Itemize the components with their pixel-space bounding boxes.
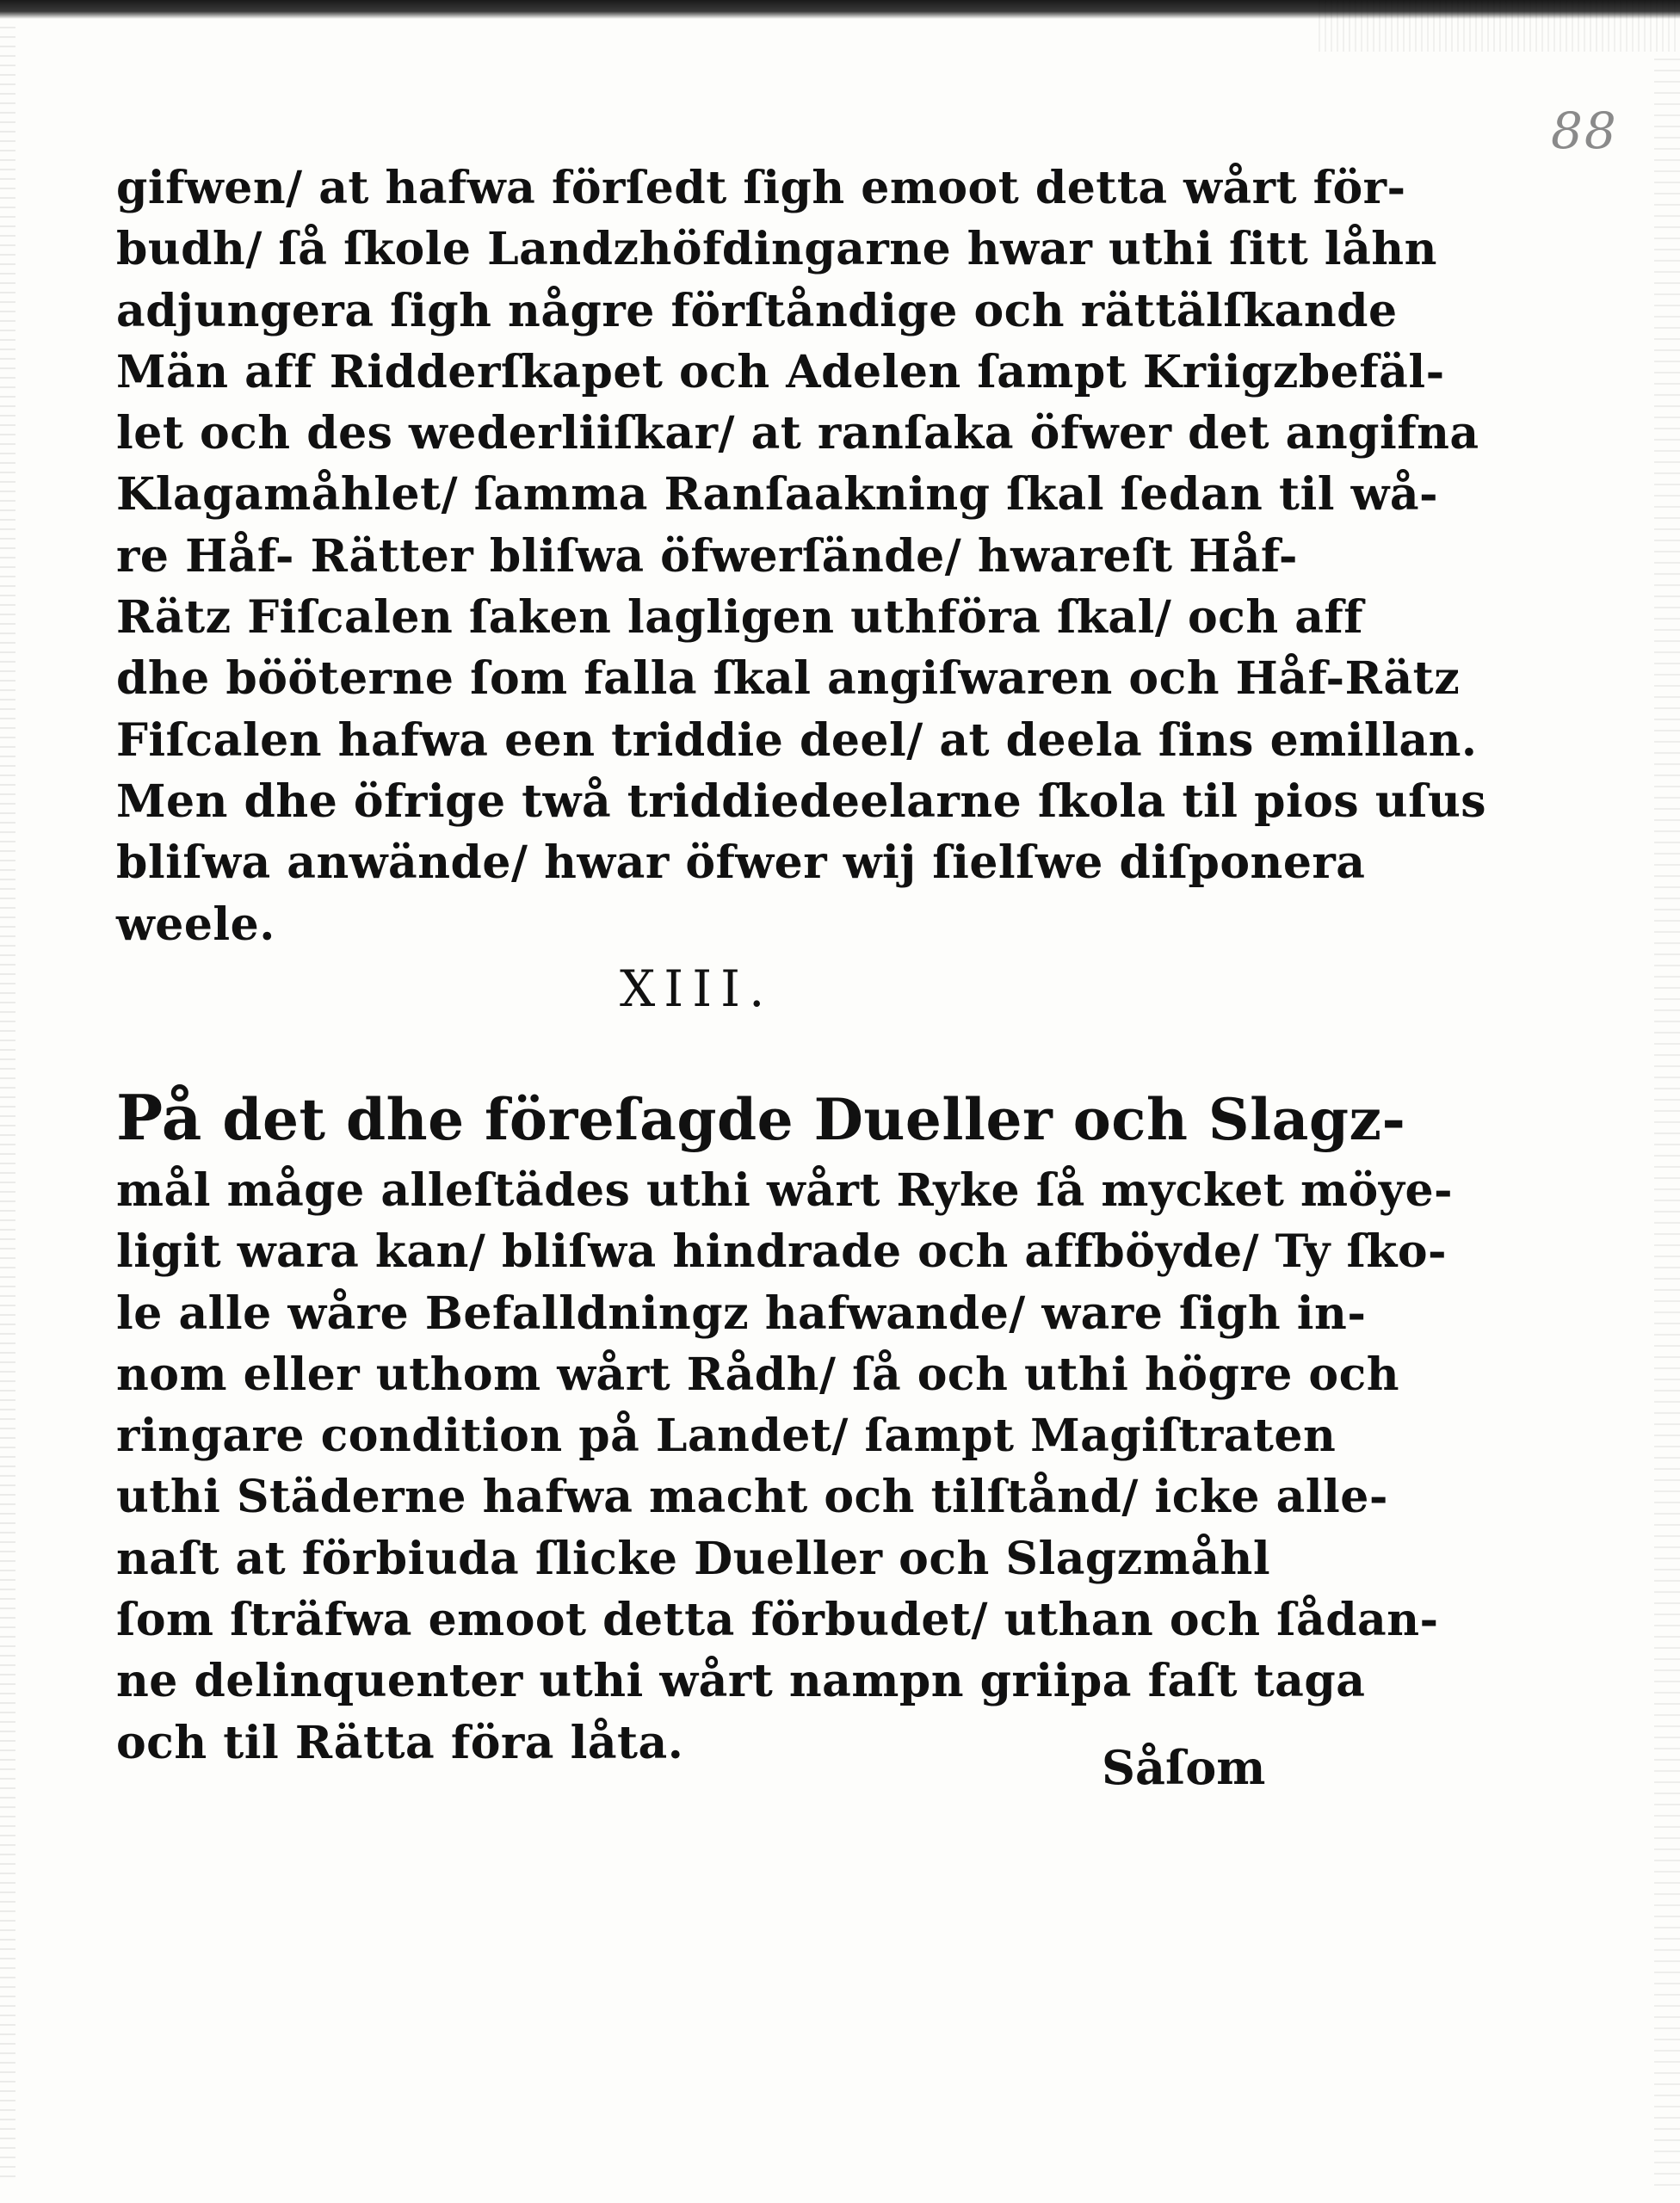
section-heading: XIII. [620, 960, 774, 1018]
text-line: le alle wåre Befalldningz hafwande/ ware ſigh in- [116, 1287, 1367, 1340]
text-line: Men dhe öfrige twå triddiedeelarne ſkola til pios uſus [116, 774, 1487, 828]
paragraph-1 [116, 157, 1487, 955]
scan-noise-left [0, 26, 15, 2177]
catchword: Såſom [1102, 1740, 1266, 1795]
text-line: Fiſcalen hafwa een triddie deel/ at deela ſins emillan. [116, 713, 1478, 767]
text-line: nom eller uthom wårt Rådh/ ſå och uthi högre och [116, 1348, 1400, 1401]
text-line: naſt at förbiuda ſlicke Dueller och Slagzmåhl [116, 1532, 1271, 1585]
text-line: bliſwa anwände/ hwar öfwer wij ſielſwe diſponera [116, 836, 1366, 890]
paragraph-2 [116, 1079, 1454, 1774]
text-line: gifwen/ at hafwa förſedt ſigh emoot detta wårt för- [116, 162, 1406, 214]
text-line: re Håf- Rätter bliſwa öfwerſände/ hwareſt Håf- [116, 529, 1298, 583]
text-line: ne delinquenter uthi wårt nampn griipa faſt taga [116, 1655, 1366, 1708]
text-line: Rätz Fiſcalen ſaken lagligen uthföra ſkal/ och aff [116, 591, 1364, 645]
text-line: dhe bööterne ſom falla ſkal angiſwaren och Håf-Rätz [116, 652, 1461, 706]
text-line: adjungera ſigh någre förſtåndige och rättälſkande [116, 284, 1398, 337]
scan-noise-right [1654, 52, 1680, 2186]
text-line: let och des wederliiſkar/ at ranſaka öfwer det angifna [116, 407, 1479, 460]
text-line: ligit wara kan/ bliſwa hindrade och affböyde/ Ty ſko- [116, 1225, 1448, 1279]
text-line: och til Rätta föra låta. [116, 1716, 684, 1769]
text-line: Klagamåhlet/ ſamma Ranſaakning ſkal ſedan til wå- [116, 468, 1439, 521]
text-line: ſom ſträfwa emoot detta förbudet/ uthan och ſådan- [116, 1594, 1439, 1647]
initial-word: På [116, 1081, 202, 1154]
text-line-first [116, 1079, 1406, 1157]
text-line: uthi Städerne hafwa macht och tilſtånd/ icke alle- [116, 1471, 1388, 1524]
text-line: budh/ ſå ſkole Landzhöfdingarne hwar uthi ſitt låhn [116, 223, 1437, 276]
text-line: ringare condition på Landet/ ſampt Magiſtraten [116, 1410, 1337, 1463]
text-line: mål måge alleſtädes uthi wårt Ryke ſå mycket möye- [116, 1164, 1454, 1217]
text-line: weele. [116, 898, 275, 951]
first-line-text: det dhe föreſagde Dueller och Slagz- [201, 1086, 1406, 1153]
scan-noise-top-right [1319, 0, 1680, 52]
text-line: Män aff Ridderſkapet och Adelen ſampt Kriigzbefäl- [116, 345, 1445, 398]
page-number: 88 [1551, 102, 1618, 160]
